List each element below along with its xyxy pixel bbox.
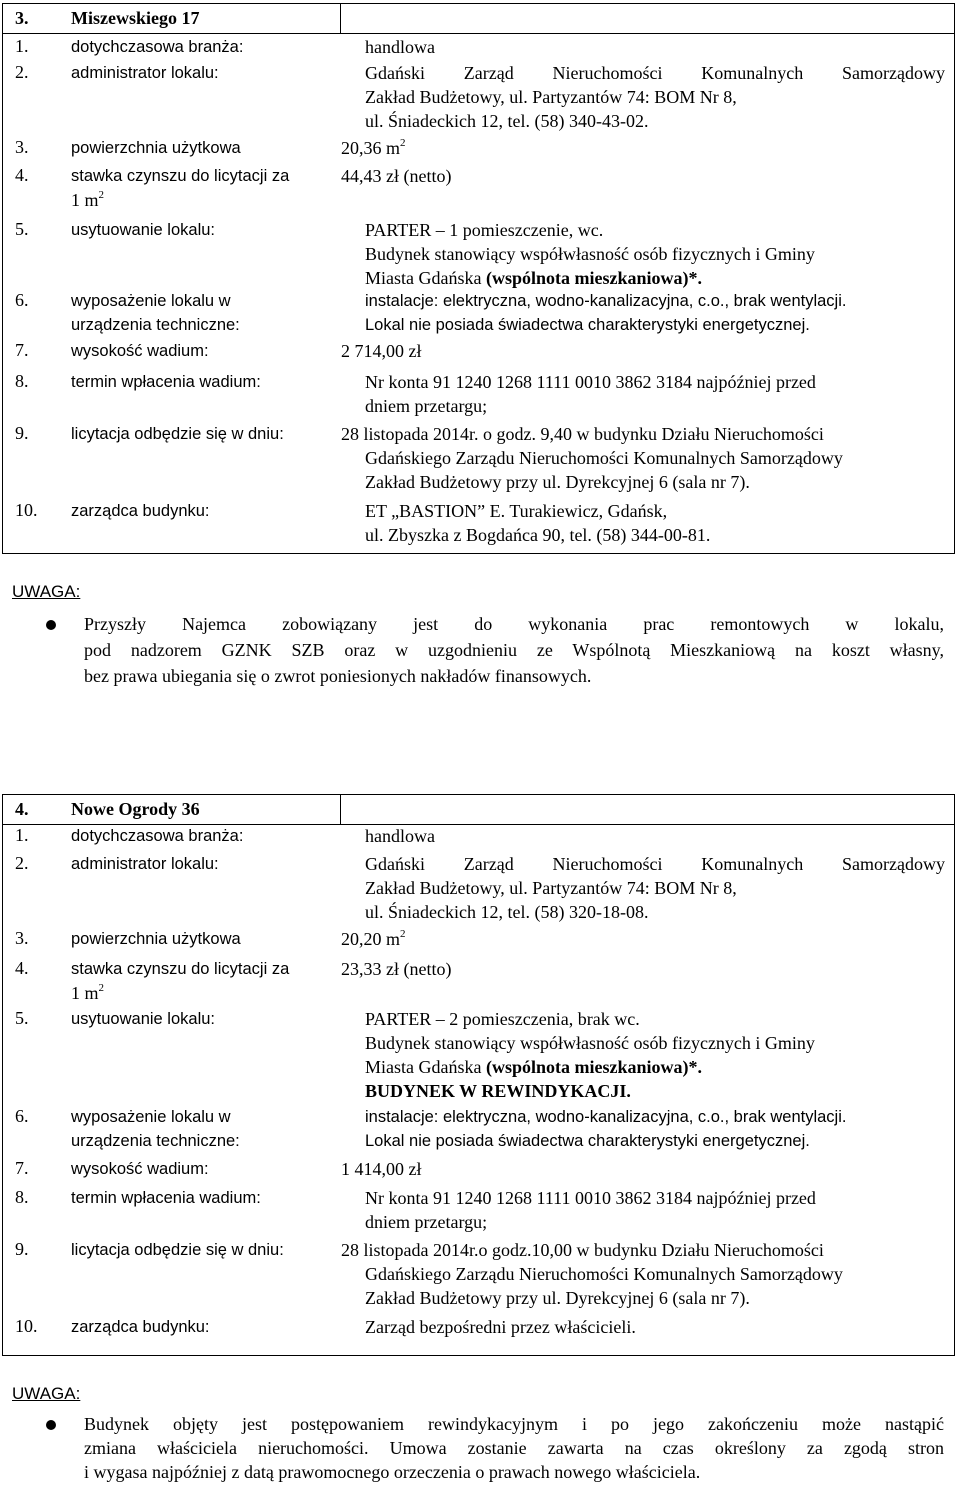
row-label: zarządca budynku: (71, 1318, 210, 1336)
row-label: powierzchnia użytkowa (71, 139, 241, 157)
row-number: 5. (15, 1008, 29, 1028)
row-number: 2. (15, 62, 29, 82)
row-label: termin wpłacenia wadium: (71, 373, 261, 391)
listing-title: Nowe Ogrody 36 (71, 799, 200, 819)
row-value: Zakład Budżetowy przy ul. Dyrekcyjnej 6 (sala nr 7). (365, 1288, 750, 1308)
row-label: administrator lokalu: (71, 855, 219, 873)
row-value: Zarząd bezpośredni przez właścicieli. (365, 1317, 636, 1337)
row-label: wysokość wadium: (71, 1160, 209, 1178)
row-number: 8. (15, 371, 29, 391)
row-label: stawka czynszu do licytacji za (71, 167, 290, 185)
row-number: 9. (15, 1239, 29, 1259)
row-value: Nr konta 91 1240 1268 1111 0010 3862 3184 najpóźniej przed (365, 372, 816, 392)
row-value: Miasta Gdańska (wspólnota mieszkaniowa)*. (365, 1057, 702, 1077)
row-value: 28 listopada 2014r. o godz. 9,40 w budynku Działu Nieruchomości (341, 424, 824, 444)
row-value: PARTER – 1 pomieszczenie, wc. (365, 220, 604, 240)
row-value: Gdańskiego Zarządu Nieruchomości Komunalnych Samorządowy (365, 448, 843, 468)
row-value: Gdańskiego Zarządu Nieruchomości Komunalnych Samorządowy (365, 1264, 843, 1284)
row-number: 10. (15, 500, 38, 520)
row-label: urządzenia techniczne: (71, 1132, 240, 1150)
row-number: 10. (15, 1316, 38, 1336)
row-number: 6. (15, 290, 29, 310)
listing-title: Miszewskiego 17 (71, 8, 200, 28)
row-label: wysokość wadium: (71, 342, 209, 360)
row-value: Miasta Gdańska (wspólnota mieszkaniowa)*. (365, 268, 702, 288)
row-value: Lokal nie posiada świadectwa charakterystyki energetycznej. (365, 316, 810, 334)
header-divider (340, 794, 341, 825)
row-value: 20,20 $m^2$ (341, 928, 406, 949)
header-divider (340, 3, 341, 34)
row-value: Zakład Budżetowy przy ul. Dyrekcyjnej 6 (sala nr 7). (365, 472, 750, 492)
row-label: usytuowanie lokalu: (71, 221, 216, 239)
row-value: handlowa (365, 37, 435, 57)
row-number: 1. (15, 825, 29, 845)
row-number: 3. (15, 928, 29, 948)
row-label: dotychczasowa branża: (71, 38, 244, 56)
notice-heading: UWAGA: (12, 582, 81, 601)
listing-details-box (2, 33, 955, 554)
row-label: usytuowanie lokalu: (71, 1010, 216, 1028)
row-value: ET „BASTION” E. Turakiewicz, Gdańsk, (365, 501, 668, 521)
row-value: Zakład Budżetowy, ul. Partyzantów 74: BOM Nr 8, (365, 878, 737, 898)
row-label: 1 $m^2$ (71, 189, 105, 210)
notice-text: Przyszły Najemca zobowiązany jest do wykonania prac remontowych w lokalu, pod nadzorem GZNK SZB oraz w uzgodnieniu ze Wspólnotą Mieszkaniową na koszt własny, bez prawa ubiegania się o zwrot poniesionych nakładów finansowych. (84, 614, 944, 686)
row-value: 28 listopada 2014r.o godz.10,00 w budynku Działu Nieruchomości (341, 1240, 824, 1260)
row-label: zarządca budynku: (71, 502, 210, 520)
row-value: 2 714,00 zł (341, 341, 422, 361)
row-label: licytacja odbędzie się w dniu: (71, 1241, 284, 1259)
row-value: Nr konta 91 1240 1268 1111 0010 3862 3184 najpóźniej przed (365, 1188, 816, 1208)
row-label: urządzenia techniczne: (71, 316, 240, 334)
row-label: powierzchnia użytkowa (71, 930, 241, 948)
row-number: 2. (15, 853, 29, 873)
row-value: handlowa (365, 826, 435, 846)
listing-header-box (2, 794, 955, 825)
row-number: 7. (15, 340, 29, 360)
row-number: 4. (15, 958, 29, 978)
listing-number: 3. (15, 8, 29, 28)
row-value: 44,43 zł (netto) (341, 166, 452, 186)
row-value: Lokal nie posiada świadectwa charakterystyki energetycznej. (365, 1132, 810, 1150)
row-value: BUDYNEK W REWINDYKACJI. (365, 1081, 631, 1101)
row-value: ul. Śniadeckich 12, tel. (58) 320-18-08. (365, 902, 649, 922)
row-number: 8. (15, 1187, 29, 1207)
notice-text: Budynek objęty jest postępowaniem rewindykacyjnym i po jego zakończeniu może nastąpić zmiana właściciela nieruchomości. Umowa zostanie zawarta na czas określony za zgodą stron i wygasa najpóźniej z datą prawomocnego orzeczenia o prawach nowego właściciela. (84, 1414, 944, 1482)
row-number: 6. (15, 1106, 29, 1126)
row-value: PARTER – 2 pomieszczenia, brak wc. (365, 1009, 640, 1029)
row-label: dotychczasowa branża: (71, 827, 244, 845)
row-value: 23,33 zł (netto) (341, 959, 452, 979)
bullet-icon (46, 1420, 56, 1430)
row-label: 1 $m^2$ (71, 982, 105, 1003)
row-value: Budynek stanowiący współwłasność osób fizycznych i Gminy (365, 1033, 815, 1053)
listing-details-box (2, 824, 955, 1356)
row-value: dniem przetargu; (365, 396, 488, 416)
row-value: 20,36 $m^2$ (341, 137, 406, 158)
row-value: instalacje: elektryczna, wodno-kanalizacyjna, c.o., brak wentylacji. (365, 1108, 847, 1126)
row-label: licytacja odbędzie się w dniu: (71, 425, 284, 443)
row-value: ul. Zbyszka z Bogdańca 90, tel. (58) 344-00-81. (365, 525, 711, 545)
row-label: administrator lokalu: (71, 64, 219, 82)
row-number: 7. (15, 1158, 29, 1178)
row-label: termin wpłacenia wadium: (71, 1189, 261, 1207)
row-number: 3. (15, 137, 29, 157)
row-value: Gdański Zarząd Nieruchomości Komunalnych Samorządowy (365, 854, 945, 874)
bullet-icon (46, 620, 56, 630)
row-value: ul. Śniadeckich 12, tel. (58) 340-43-02. (365, 111, 649, 131)
row-number: 5. (15, 219, 29, 239)
row-label: wyposażenie lokalu w (71, 292, 231, 310)
listing-header-box (2, 3, 955, 34)
row-value: instalacje: elektryczna, wodno-kanalizacyjna, c.o., brak wentylacji. (365, 292, 847, 310)
listing-number: 4. (15, 799, 29, 819)
row-value: Budynek stanowiący współwłasność osób fizycznych i Gminy (365, 244, 815, 264)
row-value: dniem przetargu; (365, 1212, 488, 1232)
notice-heading: UWAGA: (12, 1384, 81, 1403)
row-value: Gdański Zarząd Nieruchomości Komunalnych Samorządowy (365, 63, 945, 83)
row-number: 1. (15, 36, 29, 56)
row-label: wyposażenie lokalu w (71, 1108, 231, 1126)
row-number: 9. (15, 423, 29, 443)
row-number: 4. (15, 165, 29, 185)
row-value: Zakład Budżetowy, ul. Partyzantów 74: BOM Nr 8, (365, 87, 737, 107)
row-label: stawka czynszu do licytacji za (71, 960, 290, 978)
row-value: 1 414,00 zł (341, 1159, 422, 1179)
